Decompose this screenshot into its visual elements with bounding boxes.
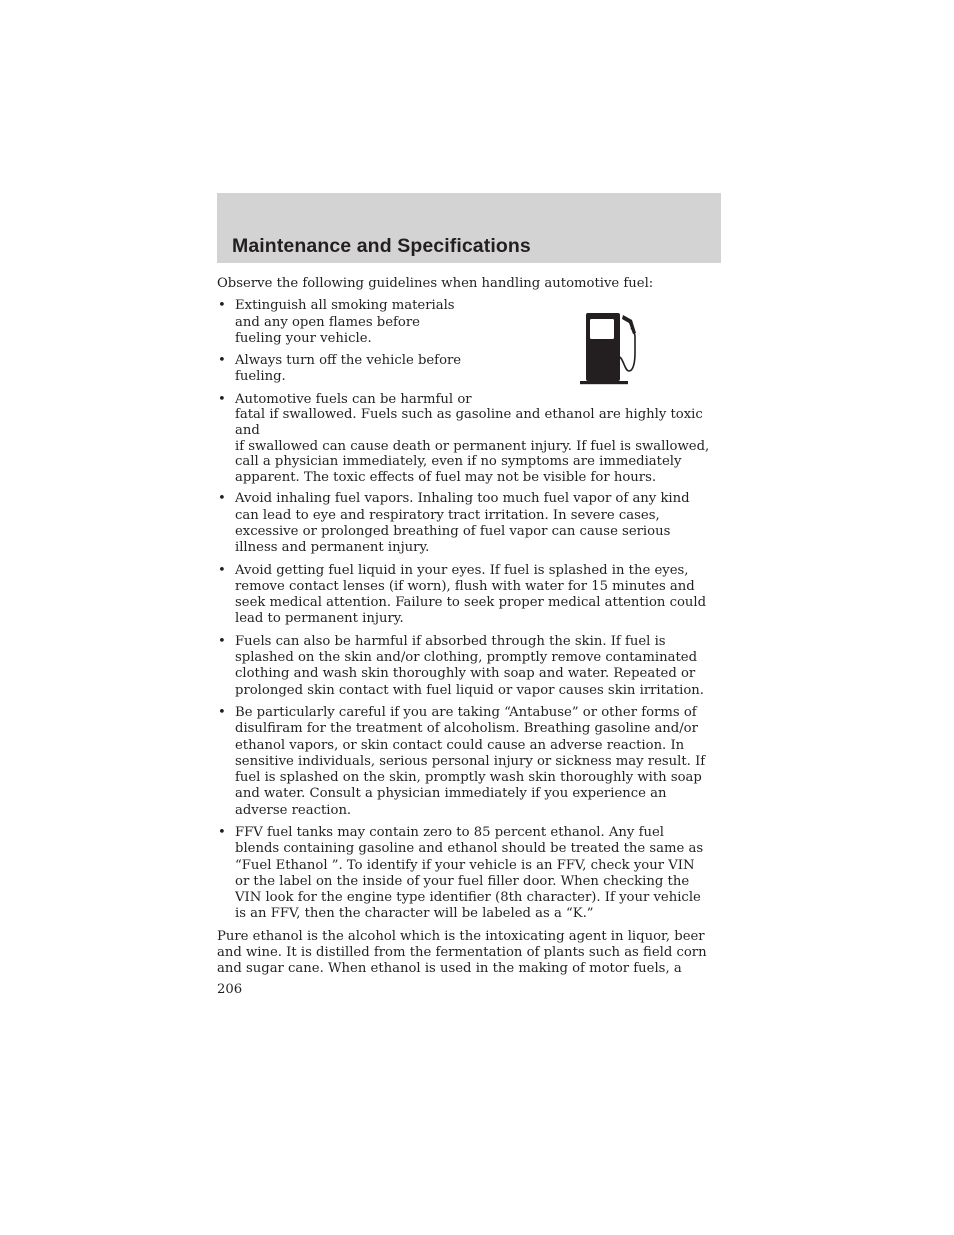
bullet-line: prolonged skin contact with fuel liquid or vapor causes skin irritation. [235, 682, 704, 698]
bullet-line: call a physician immediately, even if no symptoms are immediately [235, 454, 682, 470]
bullet-line: FFV fuel tanks may contain zero to 85 percent ethanol. Any fuel [235, 824, 664, 840]
bullet-line: illness and permanent injury. [235, 540, 430, 556]
bullet-line: or the label on the inside of your fuel filler door. When checking the [235, 873, 690, 889]
bullet-line: splashed on the skin and/or clothing, promptly remove contaminated [235, 650, 698, 666]
list-item [217, 634, 723, 699]
bullet-line: Always turn off the vehicle before [235, 353, 462, 369]
bullet-icon: • [218, 562, 226, 578]
bullet-line: if swallowed can cause death or permanent injury. If fuel is swallowed, [235, 438, 710, 454]
list-item [217, 705, 723, 819]
bullet-icon: • [218, 491, 226, 507]
list-item [217, 563, 723, 628]
bullet-line: Avoid getting fuel liquid in your eyes. If fuel is splashed in the eyes, [235, 562, 689, 578]
bullet-line: lead to permanent injury. [235, 611, 404, 627]
bullet-line: disulfiram for the treatment of alcoholism. Breathing gasoline and/or [235, 721, 698, 737]
bullet-line: Automotive fuels can be harmful or [235, 391, 472, 407]
bullet-line: Be particularly careful if you are taking “Antabuse” or other forms of [235, 704, 697, 720]
bullet-line: seek medical attention. Failure to seek proper medical attention could [235, 595, 707, 611]
bullet-line: and any open flames before [235, 314, 420, 330]
bullet-icon: • [218, 704, 226, 720]
page-number: 206 [217, 982, 243, 997]
intro-text: Observe the following guidelines when handling automotive fuel: [217, 276, 654, 291]
bullet-line: fueling. [235, 369, 286, 385]
guideline-list [217, 298, 723, 922]
list-item [217, 353, 723, 386]
bullet-line: “Fuel Ethanol ”. To identify if your vehicle is an FFV, check your VIN [235, 857, 695, 873]
bullet-icon: • [218, 391, 226, 407]
list-item [217, 491, 723, 556]
bullet-line: ethanol vapors, or skin contact could cause an adverse reaction. In [235, 737, 685, 753]
bullet-line: can lead to eye and respiratory tract irritation. In severe cases, [235, 507, 660, 523]
bullet-line: Avoid inhaling fuel vapors. Inhaling too much fuel vapor of any kind [235, 491, 690, 507]
section-title: Maintenance and Specifications [232, 235, 531, 257]
bullet-line: and water. Consult a physician immediately if you experience an [235, 786, 667, 802]
section-header-band [217, 193, 721, 263]
bullet-icon: • [218, 824, 226, 840]
bullet-line: remove contact lenses (if worn), flush with water for 15 minutes and [235, 578, 695, 594]
bullet-line: Fuels can also be harmful if absorbed through the skin. If fuel is [235, 633, 666, 649]
bullet-icon: • [218, 633, 226, 649]
bullet-line: sensitive individuals, serious personal injury or sickness may result. If [235, 753, 706, 769]
bullet-line: clothing and wash skin thoroughly with soap and water. Repeated or [235, 666, 696, 682]
bullet-line: fuel is splashed on the skin, promptly wash skin thoroughly with soap [235, 770, 702, 786]
bullet-line: apparent. The toxic effects of fuel may not be visible for hours. [235, 469, 657, 485]
bullet-line: excessive or prolonged breathing of fuel vapor can cause serious [235, 523, 671, 539]
outro-paragraph [217, 929, 723, 978]
page-content [217, 276, 723, 978]
outro-line: and sugar cane. When ethanol is used in the making of motor fuels, a [217, 961, 682, 977]
bullet-line: Extinguish all smoking materials [235, 298, 455, 314]
bullet-line: fatal if swallowed. Fuels such as gasoline and ethanol are highly toxic and [235, 407, 703, 438]
list-item [217, 298, 723, 347]
bullet-icon: • [218, 353, 226, 369]
outro-line: Pure ethanol is the alcohol which is the intoxicating agent in liquor, beer [217, 928, 705, 944]
bullet-line: adverse reaction. [235, 802, 352, 818]
list-item [217, 392, 723, 486]
outro-line: and wine. It is distilled from the fermentation of plants such as field corn [217, 945, 707, 961]
bullet-line: is an FFV, then the character will be labeled as a “K.” [235, 906, 594, 922]
bullet-icon: • [218, 298, 226, 314]
list-item [217, 825, 723, 923]
bullet-line: fueling your vehicle. [235, 330, 372, 346]
bullet-line: blends containing gasoline and ethanol should be treated the same as [235, 841, 704, 857]
bullet-line: VIN look for the engine type identifier (8th character). If your vehicle [235, 890, 701, 906]
